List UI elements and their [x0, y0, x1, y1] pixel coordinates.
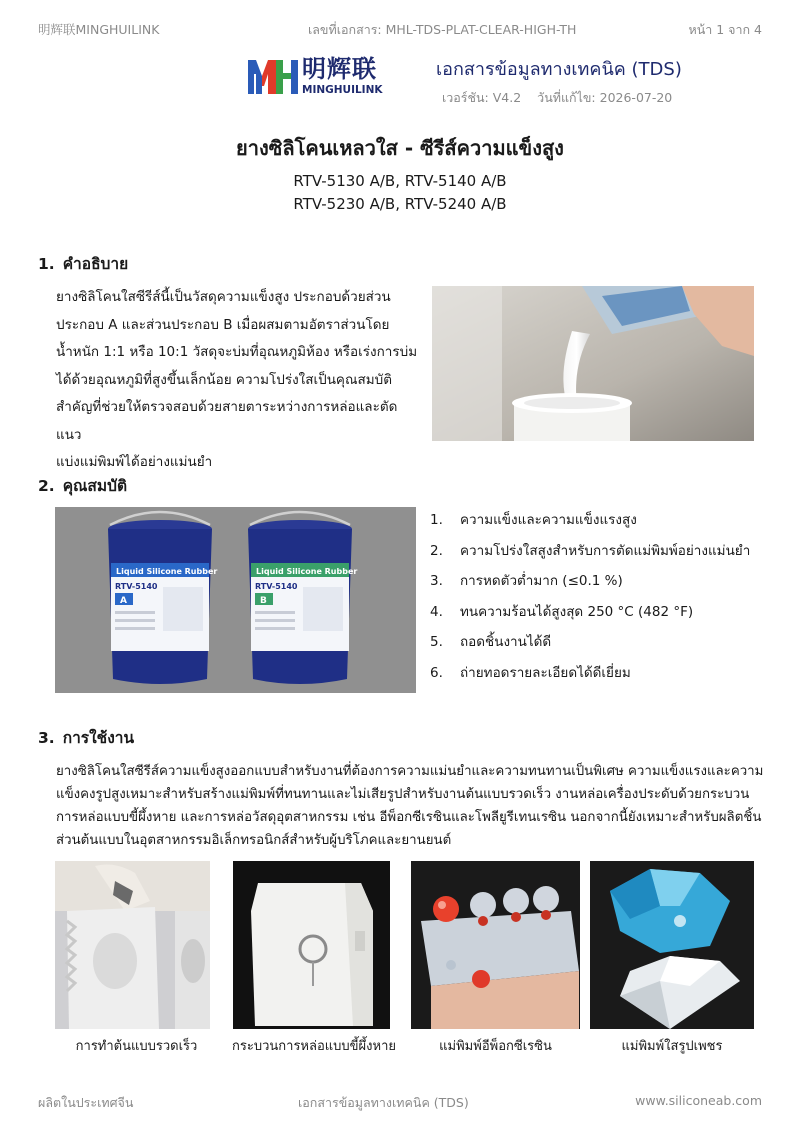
models-line-1: RTV-5130 A/B, RTV-5140 A/B: [293, 172, 507, 190]
footer-origin: ผลิตในประเทศจีน: [38, 1095, 134, 1110]
applications-line: ส่วนต้นแบบในอุตสาหกรรมอิเล็กทรอนิกส์สำหรับผู้บริโภคและยานยนต์: [56, 833, 452, 848]
document-meta: [442, 88, 682, 108]
section-2-number: 2.: [38, 477, 55, 495]
applications-line: แข็งคงรูปสูงเหมาะสำหรับสร้างแม่พิมพ์ที่ทนทานและไม่เสียรูปสำหรับงานต้นแบบรวดเร็ว งานหล่อเครื่องประดับด้วยกระบวน: [56, 787, 750, 802]
bucket-b-brand: Liquid Silicone Rubber: [256, 567, 358, 576]
diamond-mold-photo: [590, 861, 754, 1029]
page-footer: [38, 1093, 762, 1111]
product-buckets-photo: [55, 507, 416, 693]
product-models: [0, 170, 800, 216]
bucket-b-part: B: [260, 596, 267, 606]
document-revised-date: วันที่แก้ไข: 2026-07-20: [537, 90, 673, 105]
header-page-number: หน้า 1 จาก 4: [688, 22, 762, 37]
bucket-part-b: [248, 512, 357, 684]
section-3-number: 3.: [38, 729, 55, 747]
product-title: ยางซิลิโคนเหลวใส - ซีรีส์ความแข็งสูง: [236, 136, 564, 160]
bucket-a-model: RTV-5140: [115, 582, 158, 591]
applications-line: ยางซิลิโคนใสซีรีส์ความแข็งสูงออกแบบสำหรับงานที่ต้องการความแม่นยำและความทนทานเป็นพิเศษ ความแข็งแรงและความ: [56, 764, 764, 779]
section-1-heading: [38, 251, 128, 276]
bucket-part-a: [108, 512, 217, 684]
description-line: แบ่งแม่พิมพ์ได้อย่างแม่นยำ: [56, 454, 213, 470]
caption-rapid-prototyping: การทำต้นแบบรวดเร็ว: [75, 1039, 198, 1054]
document-title-block: [436, 58, 682, 108]
header-doc-number: เลขที่เอกสาร: MHL-TDS-PLAT-CLEAR-HIGH-TH: [308, 22, 577, 37]
bucket-a-part: A: [120, 596, 127, 606]
bucket-b-model: RTV-5140: [255, 582, 298, 591]
caption-lost-wax-casting: กระบวนการหล่อแบบขี้ผึ้งหาย: [232, 1039, 396, 1054]
applications-line: การหล่อแบบขี้ผึ้งหาย และการหล่อวัสดุอุตสาหกรรม เช่น อีพ็อกซีเรซินและโพลียูรีเทนเรซิน นอกจากนี้ยังเหมาะสำหรับผลิตชิ้น: [56, 810, 762, 825]
applications-text: [56, 760, 764, 852]
rapid-prototyping-photo: [55, 861, 210, 1029]
feature-item: 1. ความแข็งและความแข็งแรงสูง: [430, 512, 637, 528]
description-line: ประกอบ A และส่วนประกอบ B เมื่อผสมตามอัตราส่วนโดย: [56, 316, 390, 333]
section-3-title: การใช้งาน: [62, 729, 135, 747]
logo-chinese-name: 明辉联: [302, 55, 377, 83]
section-2-heading: [38, 473, 127, 498]
footer-website-link[interactable]: www.siliconeab.com: [635, 1093, 762, 1108]
section-3-heading: [38, 725, 134, 750]
document-version: เวอร์ชัน: V4.2: [442, 90, 522, 105]
description-line: ยางซิลิโคนใสซีรีส์นี้เป็นวัสดุความแข็งสูง ประกอบด้วยส่วน: [56, 289, 391, 305]
page-header: [38, 20, 762, 38]
feature-item: 3. การหดตัวต่ำมาก (≤0.1 %): [430, 573, 623, 589]
bucket-a-brand: Liquid Silicone Rubber: [116, 567, 218, 576]
logo-english-name: MINGHUILINK: [302, 84, 383, 96]
section-1-number: 1.: [38, 255, 55, 273]
logo-mark-icon: [246, 56, 300, 96]
section-1-title: คำอธิบาย: [62, 255, 129, 273]
lost-wax-casting-photo: [233, 861, 390, 1029]
epoxy-resin-mold-photo: [411, 861, 580, 1029]
pouring-silicone-photo: [432, 286, 754, 441]
company-logo: [246, 54, 406, 100]
section-2-title: คุณสมบัติ: [62, 477, 128, 495]
description-line: ได้ด้วยอุณหภูมิที่สูงขึ้นเล็กน้อย ความโปร่งใสเป็นคุณสมบัติ: [56, 371, 392, 388]
models-line-2: RTV-5230 A/B, RTV-5240 A/B: [293, 195, 507, 213]
feature-item: 2. ความโปร่งใสสูงสำหรับการตัดแม่พิมพ์อย่างแม่นยำ: [430, 542, 751, 559]
feature-item: 5. ถอดชิ้นงานได้ดี: [430, 634, 552, 650]
feature-item: 4. ทนความร้อนได้สูงสุด 250 °C (482 °F): [430, 603, 694, 620]
caption-epoxy-resin-mold: แม่พิมพ์อีพ็อกซีเรซิน: [439, 1039, 552, 1054]
feature-item: 6. ถ่ายทอดรายละเอียดได้ดีเยี่ยม: [430, 664, 631, 681]
features-list: [430, 508, 770, 691]
footer-doc-type: เอกสารข้อมูลทางเทคนิค (TDS): [298, 1095, 469, 1110]
description-line: สำคัญที่ช่วยให้ตรวจสอบด้วยสายตาระหว่างการหล่อและตัดแนว: [56, 399, 398, 443]
header-company: 明辉联MINGHUILINK: [38, 22, 160, 37]
caption-diamond-mold: แม่พิมพ์ใสรูปเพชร: [621, 1039, 723, 1054]
description-line: น้ำหนัก 1:1 หรือ 10:1 วัสดุจะบ่มที่อุณหภูมิห้อง หรือเร่งการบ่ม: [56, 344, 418, 360]
document-title: เอกสารข้อมูลทางเทคนิค (TDS): [436, 59, 682, 80]
description-text: [56, 284, 418, 477]
